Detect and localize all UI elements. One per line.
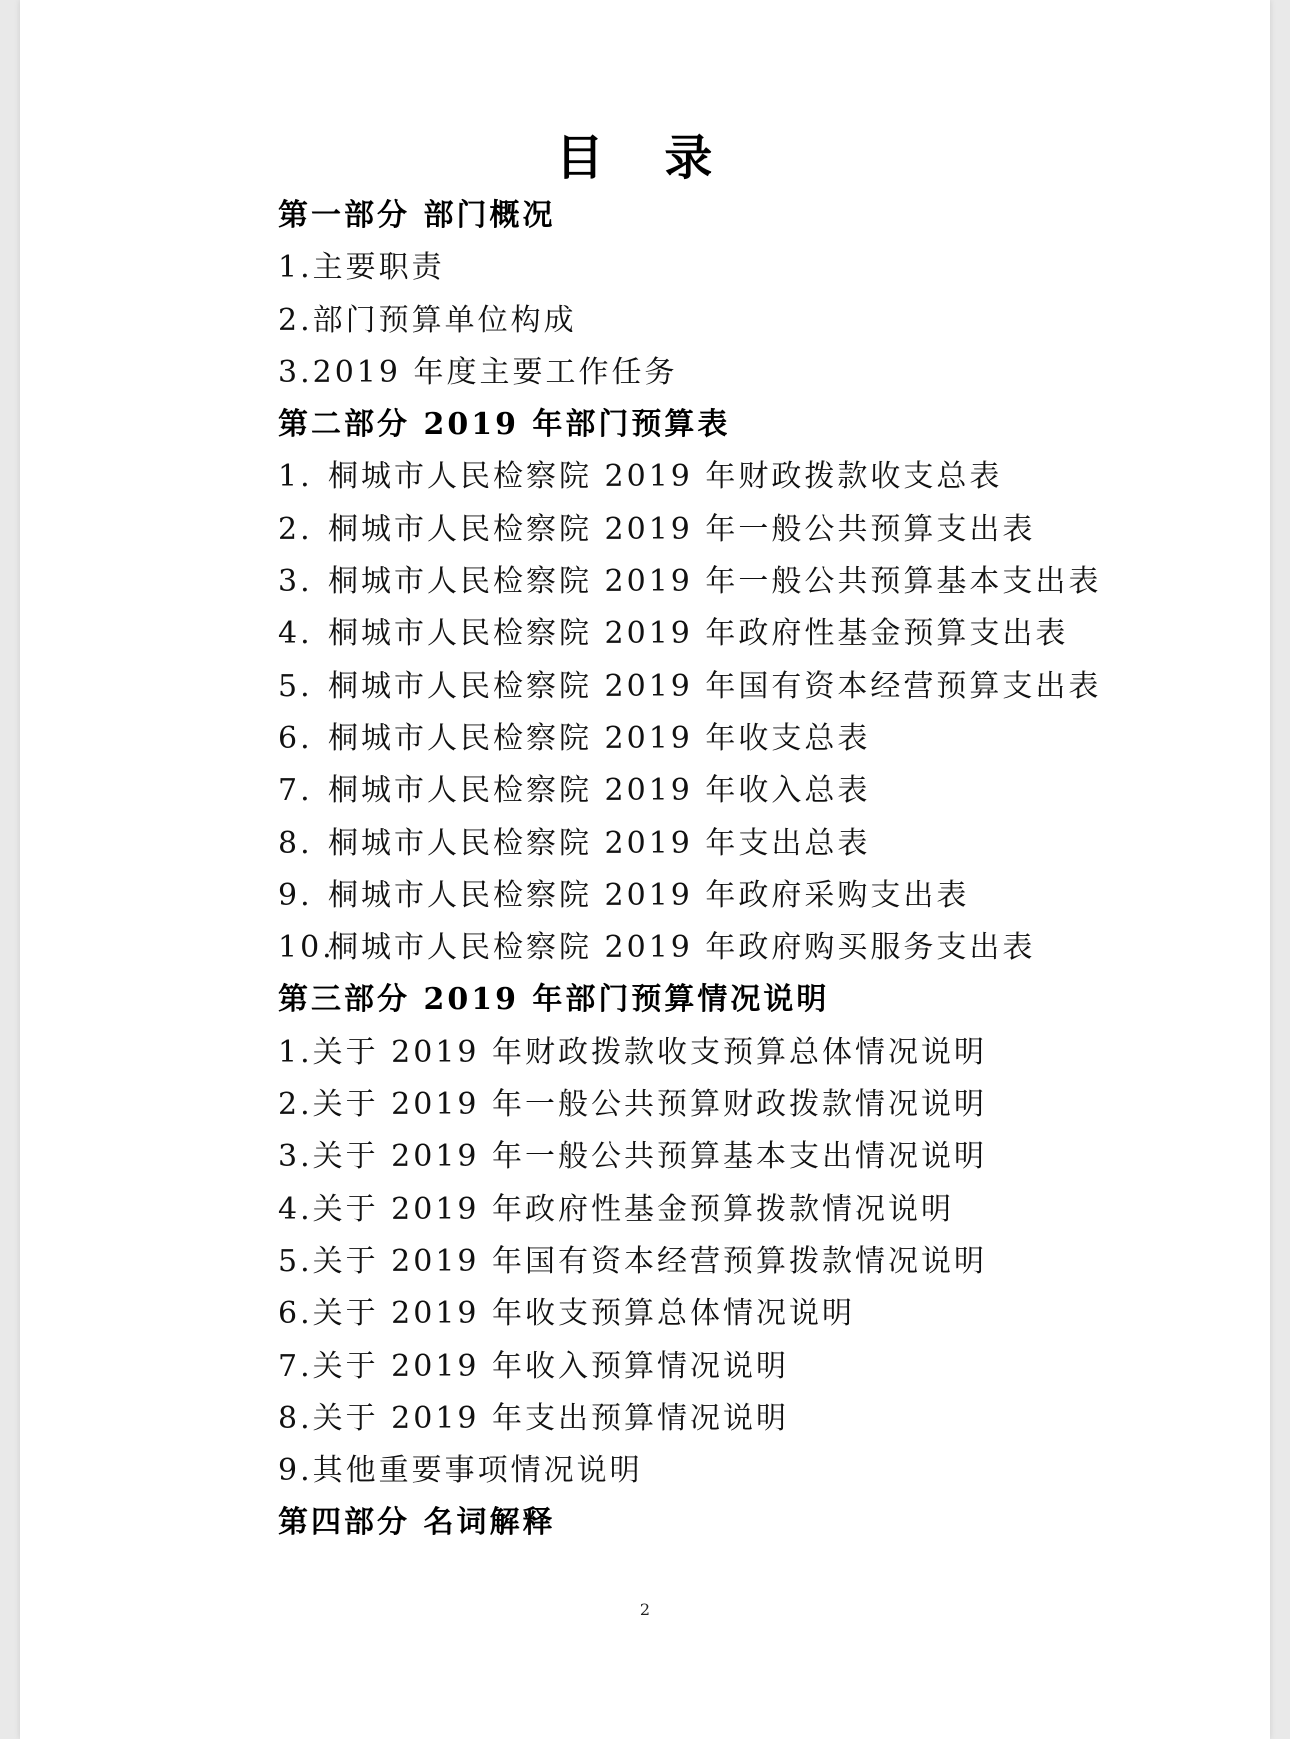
toc-item-text: 桐城市人民检察院 2019 年收支总表 [328,720,871,756]
toc-item [278,1131,1198,1183]
page-number: 2 [639,1600,651,1619]
toc-item-number: 6. [278,720,313,756]
toc-item-text: 桐城市人民检察院 2019 年政府性基金预算支出表 [328,616,1069,652]
toc-item-number: 1. [278,1034,313,1070]
toc-item-text: 桐城市人民检察院 2019 年一般公共预算基本支出表 [328,564,1102,600]
toc-item [278,1027,1198,1079]
table-of-contents [278,190,1198,1550]
toc-item-text: 关于 2019 年国有资本经营预算拨款情况说明 [312,1243,988,1279]
toc-item [278,1288,1198,1340]
toc-item-number: 2. [278,511,313,547]
toc-item [278,1079,1198,1131]
toc-item [278,765,1198,817]
toc-item [278,1445,1198,1497]
toc-item-number: 3. [278,354,313,390]
toc-item [278,661,1198,713]
toc-item-number: 7. [278,1348,313,1384]
toc-item-number: 2. [278,302,313,338]
toc-item [278,556,1198,608]
toc-item [278,922,1198,974]
toc-item-number: 8. [278,1400,313,1436]
toc-item [278,870,1198,922]
toc-item-number: 1. [278,459,313,495]
toc-item-number: 9. [278,1453,313,1489]
toc-item-text: 桐城市人民检察院 2019 年支出总表 [328,825,871,861]
toc-item-text: 桐城市人民检察院 2019 年一般公共预算支出表 [328,511,1036,547]
toc-item-number: 9. [278,877,313,913]
toc-item-text: 桐城市人民检察院 2019 年收入总表 [328,773,871,809]
toc-item-text: 关于 2019 年一般公共预算基本支出情况说明 [312,1139,988,1175]
toc-item-text: 关于 2019 年收入预算情况说明 [312,1348,790,1384]
toc-item-number: 2. [278,1087,313,1123]
toc-item [278,1341,1198,1393]
toc-item [278,347,1198,399]
toc-item-text: 关于 2019 年支出预算情况说明 [312,1400,790,1436]
toc-item-number: 5. [278,1243,313,1279]
toc-item-text: 关于 2019 年政府性基金预算拨款情况说明 [312,1191,955,1227]
toc-item-text: 2019 年度主要工作任务 [312,354,678,390]
toc-item-number: 6. [278,1296,313,1332]
toc-item-number: 4. [278,1191,313,1227]
toc-item-number: 3. [278,564,313,600]
section-heading-4: 第四部分 名词解释 [278,1505,556,1541]
toc-item-text: 关于 2019 年一般公共预算财政拨款情况说明 [312,1087,988,1123]
toc-item-text: 桐城市人民检察院 2019 年财政拨款收支总表 [328,459,1003,495]
toc-item [278,295,1198,347]
toc-item-text: 其他重要事项情况说明 [312,1453,643,1489]
toc-item [278,608,1198,660]
toc-item [278,451,1198,503]
toc-item [278,1236,1198,1288]
toc-item [278,713,1198,765]
section-heading-3: 第三部分 2019 年部门预算情况说明 [278,982,830,1018]
toc-item [278,504,1198,556]
toc-item-number: 1. [278,250,313,286]
toc-item-text: 桐城市人民检察院 2019 年政府采购支出表 [328,877,970,913]
toc-item-number: 8. [278,825,313,861]
section-heading-1: 第一部分 部门概况 [278,198,556,233]
toc-item-text: 主要职责 [312,250,445,286]
toc-item-number: 10. [278,930,335,966]
toc-item [278,242,1198,294]
section-heading-2: 第二部分 2019 年部门预算表 [278,407,731,443]
toc-item-text: 关于 2019 年收支预算总体情况说明 [312,1296,856,1332]
toc-item-number: 4. [278,616,313,652]
toc-item-text: 关于 2019 年财政拨款收支预算总体情况说明 [312,1034,988,1070]
document-page [20,0,1270,1739]
toc-item-number: 5. [278,668,313,704]
toc-item [278,1184,1198,1236]
toc-item-number: 7. [278,773,313,809]
toc-item-text: 桐城市人民检察院 2019 年国有资本经营预算支出表 [328,668,1102,704]
toc-item [278,818,1198,870]
toc-item [278,1393,1198,1445]
toc-item-text: 桐城市人民检察院 2019 年政府购买服务支出表 [328,930,1036,966]
page-title: 目 录 [555,130,735,186]
toc-item-number: 3. [278,1139,313,1175]
toc-item-text: 部门预算单位构成 [312,302,577,338]
